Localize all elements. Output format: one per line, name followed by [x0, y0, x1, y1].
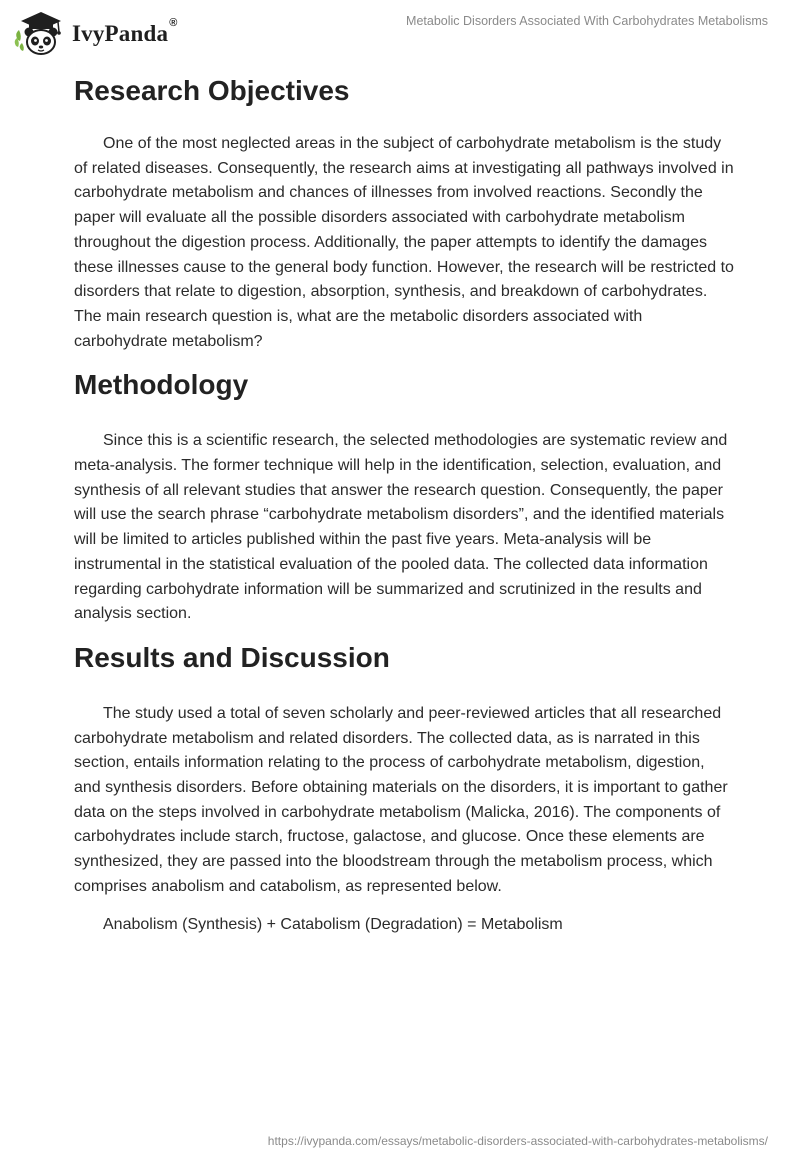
- brand-logo[interactable]: [14, 10, 178, 58]
- essay-content: [74, 72, 734, 937]
- brand-name: IvyPanda®: [72, 17, 178, 46]
- page-header: [0, 0, 800, 70]
- heading-results-discussion: Results and Discussion: [74, 641, 390, 673]
- metabolism-formula: Anabolism (Synthesis) + Catabolism (Degradation) = Metabolism: [103, 915, 563, 933]
- paragraph-results-discussion: The study used a total of seven scholarly and peer-reviewed articles that all researched carbohydrate metabolism and related disorders. The collected data, as is narrated in this section, entails information relating to the process of carbohydrate metabolism, digestion, and synthesis disorders. Before obtaining materials on the disorders, it is important to gather data on the steps involved in carbohydrate metabolism (Malicka, 2016). The components of carbohydrates include starch, fructose, galactose, and glucose. Once these elements are synthesized, they are passed into the bloodstream through the metabolism process, which comprises anabolism and catabolism, as represented below.: [74, 704, 728, 895]
- paragraph-research-objectives: One of the most neglected areas in the subject of carbohydrate metabolism is the study of related diseases. Consequently, the research aims at investigating all pathways involved in carbohydrate metabolism and chances of illnesses from involved reactions. Secondly the paper will evaluate all the possible disorders associated with carbohydrate metabolism throughout the digestion process. Additionally, the paper attempts to identify the damages these illnesses cause to the general body function. However, the research will be restricted to disorders that relate to digestion, absorption, synthesis, and breakdown of carbohydrates. The main research question is, what are the metabolic disorders associated with carbohydrate metabolism?: [74, 135, 734, 350]
- heading-research-objectives: Research Objectives: [74, 75, 350, 106]
- registered-mark: ®: [169, 17, 178, 29]
- paragraph-methodology: Since this is a scientific research, the selected methodologies are systematic review and meta-analysis. The former technique will help in the identification, selection, evaluation, and synthesis of all relevant studies that answer the research question. Consequently, the paper will use the search phrase “carbohydrate metabolism disorders”, and the identified materials will be limited to articles published within the past five years. Meta-analysis will be instrumental in the statistical evaluation of the pooled data. The collected data information regarding carbohydrate information will be summarized and scrutinized in the results and analysis section.: [74, 432, 728, 623]
- source-url-link[interactable]: https://ivypanda.com/essays/metabolic-disorders-associated-with-carbohydrates-metabolisms/: [267, 1134, 768, 1148]
- heading-methodology: Methodology: [74, 369, 249, 401]
- document-title: Metabolic Disorders Associated With Carbohydrates Metabolisms: [406, 14, 768, 28]
- panda-graduation-cap-icon: [14, 10, 68, 58]
